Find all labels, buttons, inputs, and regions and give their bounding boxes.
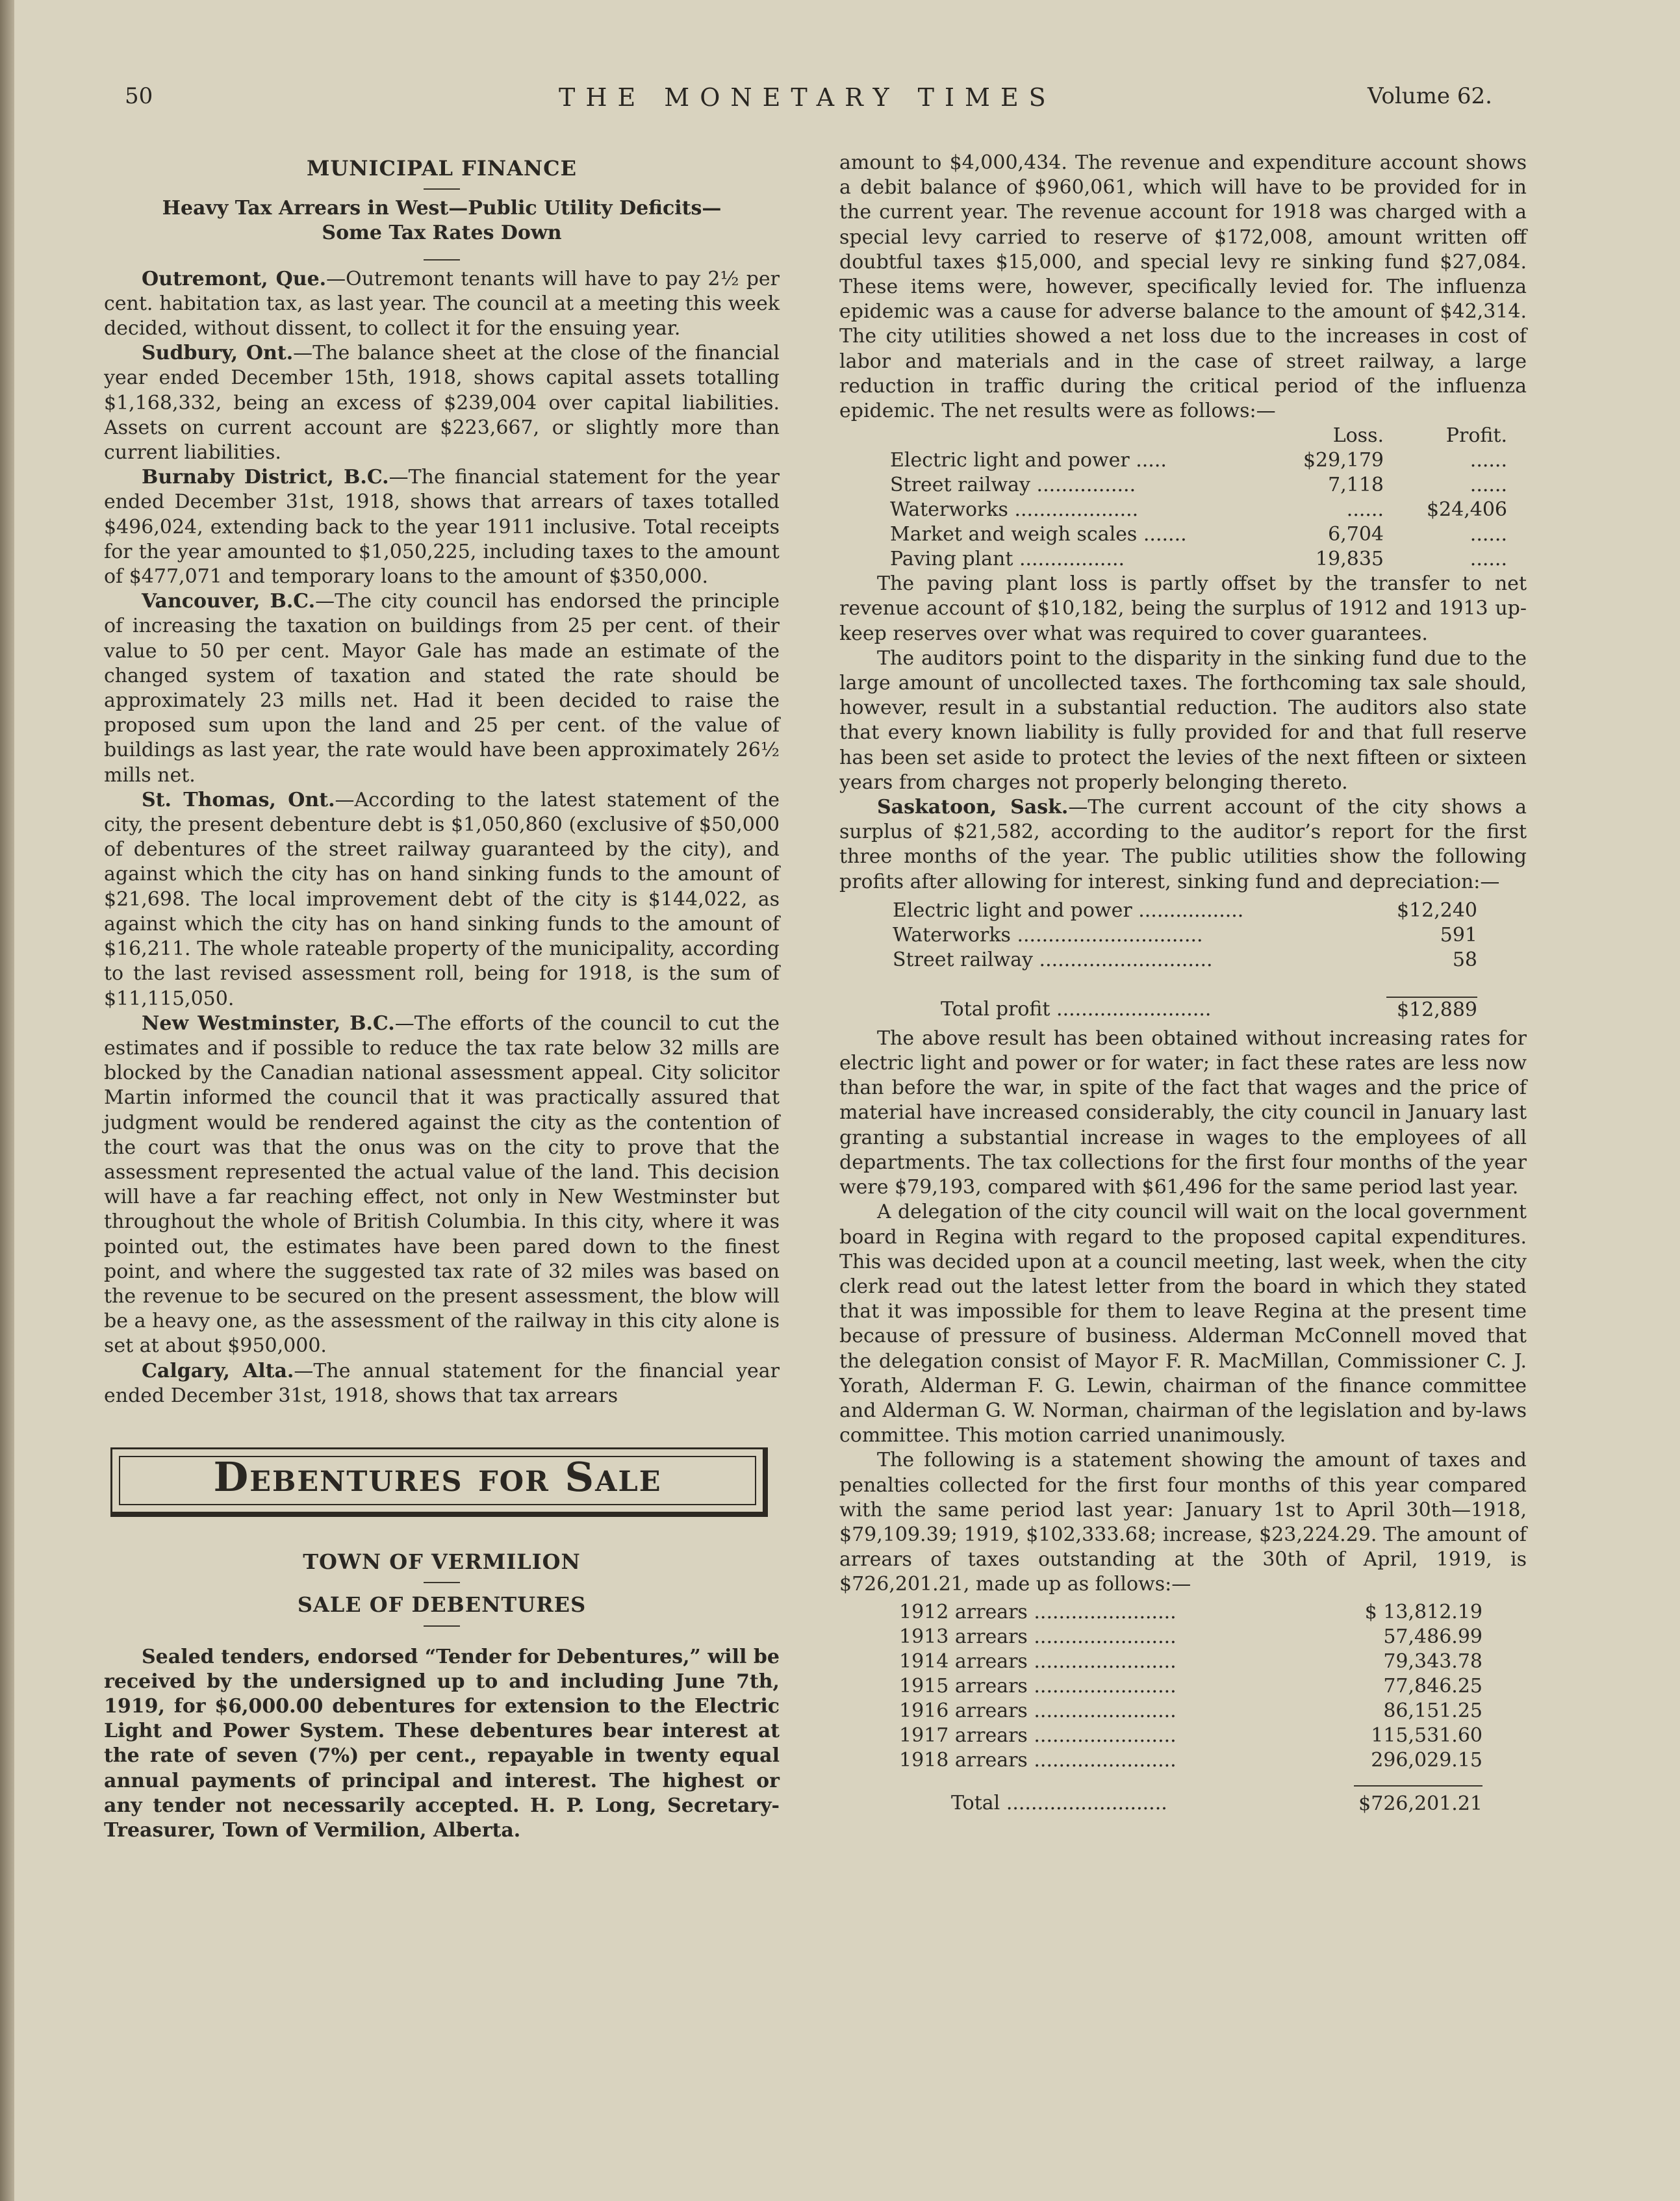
loss-cell: ...... (1346, 498, 1384, 522)
table-row (899, 1674, 1483, 1699)
place-name: Burnaby District, B.C. (142, 466, 389, 489)
profit-cell: $24,406 (1426, 498, 1507, 522)
table-row (890, 498, 1507, 522)
row-label: 1918 arrears (899, 1748, 1028, 1772)
row-label: 1912 arrears (899, 1600, 1028, 1623)
advertisement-body: Sealed tenders, endorsed “Tender for Debentures,” will be received by the undersigned up to and including June 7th, 1919, for $6,000.00 debentures for extension to the Electric Light and Power System. These debentures bear interest at the rate of seven (7%) per cent., repayable in twenty equal annual payments of principal and interest. The highest or any tender not necessarily accepted. H. P. Long, Secretary-Treasurer, Town of Vermilion, Alberta. (104, 1645, 780, 1842)
place-name: Sudbury, Ont. (142, 342, 294, 365)
value-cell: 79,343.78 (1383, 1649, 1483, 1673)
paragraph: The auditors point to the disparity in the sinking fund due to the large amount of uncollected taxes. The forthcoming tax sale should, however, result in a substantial reduction. The auditors also state that every known liability is fully provided for and that full reserve has been set aside to protect the levies of the next fifteen or sixteen years from charges not properly belonging thereto. (839, 646, 1527, 794)
news-item (104, 1011, 780, 1359)
loss-cell: 19,835 (1316, 548, 1384, 571)
total-value: $726,201.21 (1358, 1792, 1483, 1815)
divider (424, 1582, 460, 1583)
town-heading: TOWN OF VERMILION (303, 1549, 581, 1575)
item-text: —The financial statement for the year ended December 31st, 1918, shows that arrears of taxes totalled $496,024, extending back to the year 1911 inclusive. Total receipts for the year amounted to $1,050,225, including taxes to the amount of $477,071 and temporary loans to the amount of $350,000. (104, 466, 780, 589)
news-item (839, 795, 1527, 895)
profit-cell: ...... (1470, 474, 1507, 497)
leader-dots: ................ (1036, 474, 1136, 497)
total-label: Total (951, 1792, 1000, 1815)
news-item (104, 465, 780, 589)
total-label: Total profit (941, 998, 1050, 1021)
item-text: —The efforts of the council to cut the estimates and if possible to reduce the tax rate below 32 mills are blocked by the Canadian national assessment appeal. City solicitor Martin informed the council that it was practically assured that judgment would be rendered against the city as the contention of the court was that the onus was on the city to prove that the assessment represented the actual value of the land. This decision will have a far reaching effect, not only in New Westminster but throughout the whole of British Columbia. In this city, where it was pointed out, the estimates have been pared down to the finest point, and where the suggested tax rate of 32 miles was based on the revenue to be secured on the present assessment, the blow will be a heavy one, as the assessment of the railway in this city alone is set at about $950,000. (104, 1011, 780, 1358)
table-row (890, 522, 1507, 547)
row-label: 1915 arrears (899, 1674, 1028, 1698)
publication-title: THE MONETARY TIMES (559, 83, 1056, 112)
row-label: Paving plant (890, 548, 1013, 571)
table-row (899, 1748, 1483, 1773)
leader-dots: ....... (1143, 523, 1187, 546)
profit-cell: ...... (1470, 449, 1507, 472)
row-label: Market and weigh scales (890, 523, 1138, 546)
leader-dots: .................... (1014, 498, 1139, 522)
place-name: Outremont, Que. (142, 267, 327, 290)
news-item (104, 341, 780, 465)
paragraph: A delegation of the city council will wait on the local government board in Regina with regard to the proposed capital expenditures. This was decided upon at a council meeting, last week, when the city clerk read out the latest letter from the board in which they stated that it was impossible for them to leave Regina at the present time because of pressure of business. Alderman McConnell moved that the delegation consist of Mayor F. R. MacMillan, Commissioner C. J. Yorath, Alderman F. G. Lewin, chairman of the finance committee and Alderman G. W. Norman, chairman of the legislation and by-laws committee. This motion carried unanimously. (839, 1201, 1527, 1447)
leader-dots: ....................... (1034, 1748, 1177, 1772)
place-name: Saskatoon, Sask. (877, 796, 1069, 819)
row-label: 1914 arrears (899, 1649, 1028, 1673)
leader-dots: ....................... (1034, 1625, 1177, 1648)
leader-dots: ....................... (1034, 1699, 1177, 1722)
divider (424, 259, 460, 261)
leader-dots: ................. (1138, 898, 1244, 922)
divider (424, 188, 460, 190)
row-label: 1913 arrears (899, 1625, 1028, 1648)
paragraph: The following is a statement showing the amount of taxes and penalties collected for the first four months of this year compared with the same period last year: January 1st to April 30th—1918, $79,109.39; 1919, $102,333.68; increase, $23,224.29. The amount of arrears of taxes outstanding at the 30th of April, 1919, is $726,201.21, made up as follows:— (839, 1449, 1527, 1596)
value-cell: 86,151.25 (1383, 1699, 1483, 1722)
table-header-row (890, 424, 1507, 448)
table-row (899, 1699, 1483, 1724)
row-label: Electric light and power (893, 898, 1132, 922)
section-subheading: Heavy Tax Arrears in West—Public Utility Deficits—Some Tax Rates Down (162, 197, 722, 245)
item-text: —The annual statement for the financial year ended December 31st, 1918, shows that tax arrears (104, 1359, 780, 1407)
row-label: 1916 arrears (899, 1699, 1028, 1722)
table-row (899, 1649, 1483, 1674)
loss-cell: 6,704 (1328, 523, 1384, 546)
profit-cell: ...... (1470, 523, 1507, 546)
leader-dots: ....................... (1034, 1649, 1177, 1673)
place-name: New Westminster, B.C. (142, 1011, 395, 1035)
loss-cell: $29,179 (1303, 449, 1384, 472)
right-column (839, 151, 1527, 1816)
item-text: —The balance sheet at the close of the financial year ended December 15th, 1918, shows capital assets totalling $1,168,332, being an excess of $239,004 over capital liabilities. Assets on current account are $223,667, or slightly more than current liabilities. (104, 342, 780, 464)
leader-dots: ....................... (1034, 1600, 1177, 1623)
value-cell: 57,486.99 (1383, 1625, 1483, 1648)
row-label: Street railway (890, 474, 1030, 497)
total-row (899, 1786, 1483, 1816)
news-item (104, 1359, 780, 1408)
utilities-profit-table (893, 898, 1477, 1023)
table-row (899, 1600, 1483, 1625)
value-cell: 591 (1440, 923, 1477, 947)
value-cell: 296,029.15 (1371, 1748, 1483, 1772)
leader-dots: ..... (1136, 449, 1167, 472)
place-name: Vancouver, B.C. (142, 590, 316, 613)
item-text: —The current account of the city shows a surplus of $21,582, according to the auditor’s report for the first three months of the year. The public utilities show the following profits after allowing for interest, sinking fund and depreciation:— (839, 796, 1527, 893)
left-column (104, 156, 780, 1843)
row-label: Electric light and power (890, 449, 1130, 472)
sale-heading: SALE OF DEBENTURES (297, 1592, 587, 1618)
item-text: —The city council has endorsed the principle of increasing the taxation on buildings from 25 per cent. of their value to 50 per cent. Mayor Gale has made an estimate of the changed system of taxation and stated the rate should be approximately 23 mills net. Had it been decided to raise the proposed sum upon the land and 25 per cent. of the value of buildings as last year, the rate would have been approximately 26½ mills net. (104, 590, 780, 787)
value-cell: $ 13,812.19 (1364, 1600, 1483, 1623)
table-row (899, 1625, 1483, 1649)
leader-dots: .......................... (1006, 1792, 1167, 1815)
leader-dots: ....................... (1034, 1674, 1177, 1698)
table-row (890, 473, 1507, 498)
table-row (893, 898, 1477, 923)
page-spine-shadow (0, 0, 14, 2201)
paragraph: The paving plant loss is partly offset by the transfer to net revenue account of $10,182, being the surplus of 1912 and 1913 up-keep reserves over what was required to cover guarantees. (839, 572, 1527, 645)
table-row (890, 547, 1507, 572)
place-name: Calgary, Alta. (142, 1359, 294, 1382)
news-item (104, 788, 780, 1011)
leader-dots: ............................ (1039, 948, 1213, 971)
table-row (893, 923, 1477, 948)
advertisement-title: Debentures for Sale (213, 1453, 662, 1501)
sum-rule (1386, 973, 1477, 997)
advertisement-box (110, 1447, 768, 1517)
column-header-loss: Loss. (1332, 424, 1384, 448)
news-item (104, 267, 780, 342)
total-row (893, 997, 1477, 1023)
table-row (893, 948, 1477, 973)
leader-dots: ......................... (1056, 998, 1212, 1021)
arrears-table (899, 1600, 1483, 1816)
total-value: $12,889 (1396, 998, 1477, 1021)
leader-dots: .............................. (1017, 923, 1203, 947)
item-text: —According to the latest statement of the city, the present debenture debt is $1,050,860 (exclusive of $50,000 of debentures of the street railway guaranteed by the city), and against which the city has on hand sinking funds to the amount of $21,698. The local improvement debt of the city is $144,022, as against which the city has on hand sinking funds to the amount of $16,211. The whole rateable property of the municipality, according to the last revised assessment roll, being for 1918, is the sum of $11,115,050. (104, 788, 780, 1010)
value-cell: $12,240 (1396, 898, 1477, 922)
row-label: Waterworks (893, 923, 1011, 947)
section-heading: MUNICIPAL FINANCE (306, 156, 578, 181)
loss-cell: 7,118 (1328, 474, 1384, 497)
table-row (899, 1724, 1483, 1748)
calgary-continued: amount to $4,000,434. The revenue and expenditure account shows a debit balance of $960,061, which will have to be provided for in the current year. The revenue account for 1918 was charged with a special levy carried to reserve of $172,008, amount written off doubtful taxes $15,000, and special levy re sinking fund $27,084. These items were, however, specifically levied for. The influenza epidemic was a cause for adverse balance to the amount of $42,314. The city utilities showed a net loss due to the increases in cost of labor and materials and in the case of street railway, a large reduction in traffic during the critical period of the influenza epidemic. The net results were as follows:— (839, 151, 1527, 423)
column-header-profit: Profit. (1445, 424, 1507, 448)
advertisement-box-inner (119, 1453, 756, 1505)
row-label: Street railway (893, 948, 1033, 971)
value-cell: 77,846.25 (1383, 1674, 1483, 1698)
utilities-loss-table (890, 424, 1507, 572)
page-number: 50 (125, 83, 153, 109)
divider (424, 1625, 460, 1627)
place-name: St. Thomas, Ont. (142, 788, 335, 811)
table-row (890, 448, 1507, 473)
volume-label: Volume 62. (1368, 83, 1492, 109)
row-label: 1917 arrears (899, 1724, 1028, 1747)
profit-cell: ...... (1470, 548, 1507, 571)
leader-dots: ....................... (1034, 1724, 1177, 1747)
sum-rule (1354, 1773, 1483, 1786)
news-item (104, 589, 780, 788)
value-cell: 58 (1452, 948, 1477, 971)
item-text: —Outremont tenants will have to pay 2½ per cent. habitation tax, as last year. The council at a meeting this week decided, without dissent, to collect it for the ensuing year. (104, 267, 780, 340)
leader-dots: ................. (1019, 548, 1125, 571)
row-label: Waterworks (890, 498, 1008, 522)
paragraph: The above result has been obtained without increasing rates for electric light and power or for water; in fact these rates are less now than before the war, in spite of the fact that wages and the price of material have increased considerably, the city council in January last granting a substantial increase in wages to the employees of all departments. The tax collections for the first four months of the year were $79,193, compared with $61,496 for the same period last year. (839, 1026, 1527, 1199)
value-cell: 115,531.60 (1371, 1724, 1483, 1747)
